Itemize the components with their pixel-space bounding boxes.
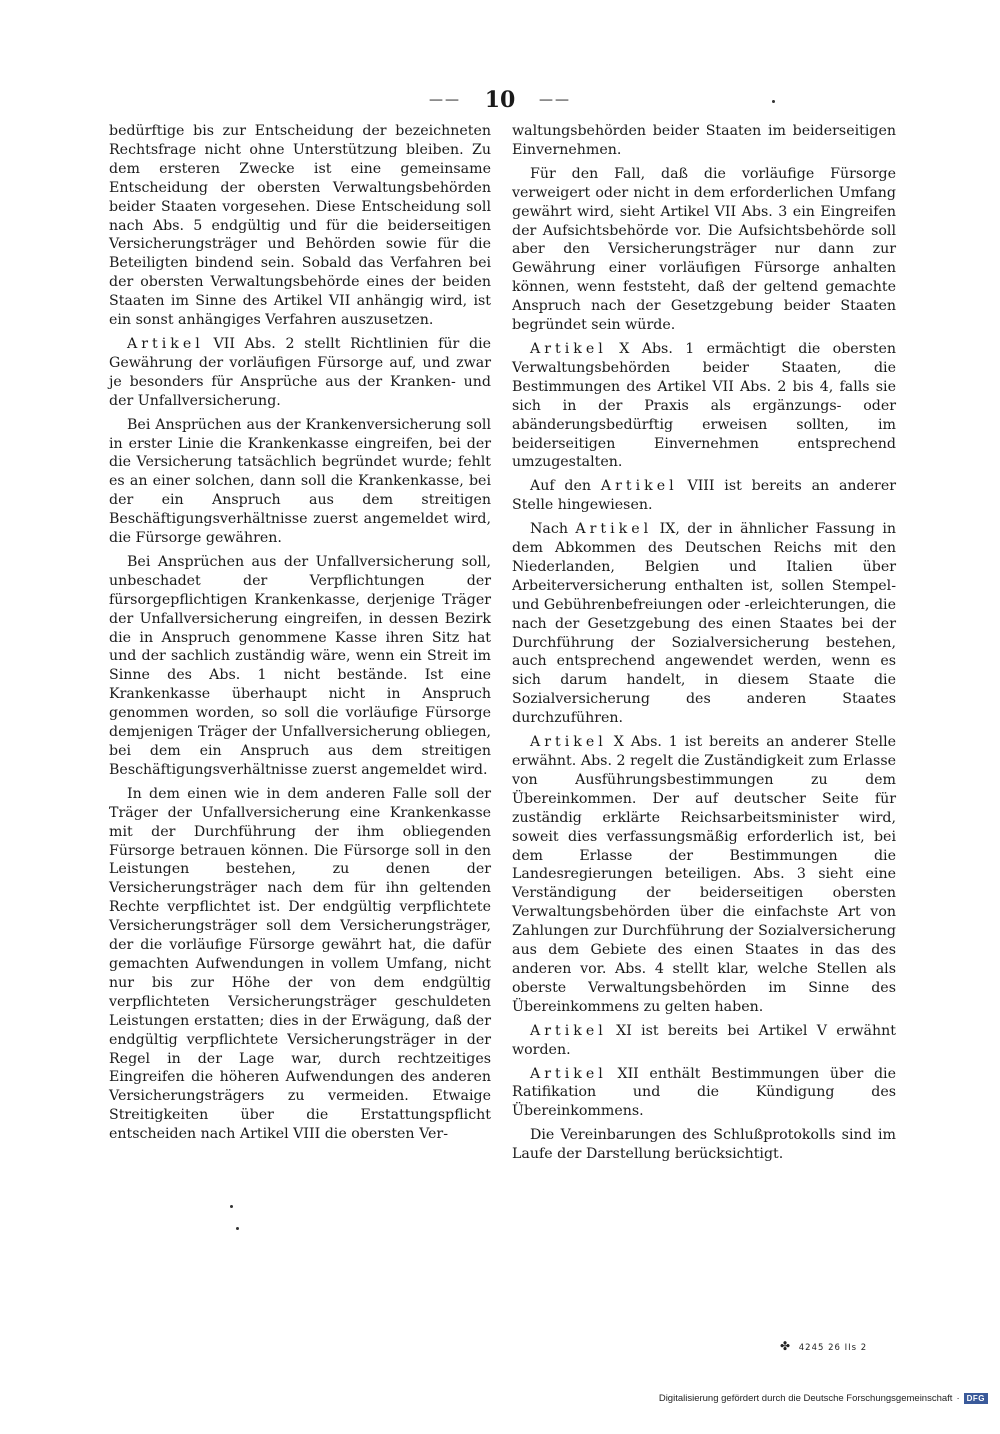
header-dash-right: —— [538, 92, 571, 108]
page-header [0, 86, 1000, 118]
paragraph: In dem einen wie in dem anderen Falle soll der Träger der Unfallversicherung eine Krankenkasse mit der Durchführung der ihm obliegenden Fürsorge betrauen können. Die Fürsorge soll in den Leistungen bestehen, zu denen der Versicherungsträger nach dem für ihn geltenden Rechte verpflichtet ist. Der endgültig verpflichtete Versicherungsträger soll dem Versicherungsträger, der die vorläufige Fürsorge gewährt hat, die dafür gemachten Aufwendungen in vollem Umfang, nicht nur bis zur Höhe der von dem endgültig verpflichteten Versicherungsträger geschuldeten Leistungen erstatten; dies in der Erwägung, daß der endgültig verpflichtete Versicherungsträger in der Regel in der Lage war, durch rechtzeitiges Eingreifen die höheren Aufwendungen des anderen Versicherungsträgers zu vermeiden. Etwaige Streitigkeiten über die Erstattungspflicht entscheiden nach Artikel VIII die obersten Ver- [109, 785, 491, 1143]
left-column [109, 122, 491, 1149]
paragraph: Nach Artikel IX, der in ähnlicher Fassung in dem Abkommen des Deutschen Reichs mit den Niederlanden, Belgien und Italien über Arbeiterversicherung enthalten ist, sollen Stempel- und Gebührenbefreiungen oder -erleichterungen, die nach der Gesetzgebung des einen Staates bei der Durchführung der Sozialversicherung bestehen, auch entsprechend angewendet werden, wenn es sich darum handelt, in diesem Staate die Sozialversicherung des anderen Staates durchzuführen. [512, 521, 896, 727]
stray-mark [230, 1205, 233, 1208]
header-dash-left: —— [429, 92, 462, 108]
printer-mark-text: 4245 26 IIs 2 [798, 1343, 868, 1353]
article-heading: Artikel [530, 1022, 607, 1039]
stray-mark [236, 1227, 239, 1230]
printer-symbol-icon: ✤ [780, 1339, 792, 1353]
paragraph: Die Vereinbarungen des Schlußprotokolls sind im Laufe der Darstellung berücksichtigt. [512, 1127, 896, 1163]
paragraph: Bei Ansprüchen aus der Unfallversicherung soll, unbeschadet der Verpflichtungen der fürsorgepflichtigen Krankenkasse, derjenige Träger der Unfallversicherung eingreifen, in dessen Bezirk die in Anspruch genommene Kasse ihren Sitz hat und der sachlich zuständig wäre, wenn ein Streit im Sinne des Abs. 1 nicht bestände. Ist eine Krankenkasse überhaupt nicht in Anspruch genommen worden, so soll die vorläufige Fürsorge demjenigen Träger der Unfallversicherung obliegen, bei dem ein Anspruch aus dem streitigen Beschäftigungsverhältnisse zuerst angemeldet wird. [109, 553, 491, 778]
paragraph: Auf den Artikel VIII ist bereits an anderer Stelle hingewiesen. [512, 478, 896, 514]
article-heading: Artikel [530, 734, 607, 751]
paragraph: Artikel X Abs. 1 ist bereits an anderer Stelle erwähnt. Abs. 2 regelt die Zuständigkeit zum Erlasse von Ausführungsbestimmungen zu dem Übereinkommen. Der auf deutscher Seite für zuständig erklärte Reichsarbeitsminister wird, soweit dies verfassungsmäßig erforderlich ist, bei dem Erlasse der Bestimmungen die Landesregierungen beteiligen. Abs. 3 sieht eine Verständigung der beiderseitigen obersten Verwaltungsbehörden über die einfachste Art von Zahlungen zur Durchführung der Sozialversicherung aus dem Gebiete des einen Staates in das des anderen vor. Abs. 4 stellt klar, welche Stellen als oberste Verwaltungsbehörden im Sinne des Übereinkommens zu gelten haben. [512, 734, 896, 1015]
right-column [512, 122, 896, 1169]
footer-separator: · [956, 1393, 960, 1404]
dfg-logo-icon: DFG [964, 1393, 988, 1404]
paragraph: Bei Ansprüchen aus der Krankenversicherung soll in erster Linie die Krankenkasse eingreifen, bei der die Versicherung tatsächlich begründet wurde; fehlt es an einer solchen, dann soll die Krankenkasse, bei der ein Anspruch aus dem streitigen Beschäftigungsverhältnisse zuerst angemeldet wird, die Fürsorge gewähren. [109, 416, 491, 547]
article-heading: Artikel [575, 521, 653, 538]
paragraph: waltungsbehörden beider Staaten im beiderseitigen Einvernehmen. [512, 123, 896, 158]
paragraph: Artikel XII enthält Bestimmungen über die Ratifikation und die Kündigung des Übereinkommens. [512, 1065, 896, 1120]
paragraph: Artikel XI ist bereits bei Artikel V erwähnt worden. [512, 1022, 896, 1058]
digitization-footer [659, 1393, 988, 1404]
stray-mark [772, 100, 775, 103]
paragraph: Artikel X Abs. 1 ermächtigt die obersten Verwaltungsbehörden beider Staaten, die Bestimmungen des Artikel VII Abs. 2 bis 4, falls sie sich in der Praxis als ergänzungs- oder abänderungsbedürftig erweisen sollten, im beiderseitigen Einvernehmen entsprechend umzugestalten. [512, 340, 896, 471]
paragraph: Für den Fall, daß die vorläufige Fürsorge verweigert oder nicht in dem erforderlichen Umfang gewährt wird, sieht Artikel VII Abs. 3 ein Eingreifen der Aufsichtsbehörde vor. Die Aufsichtsbehörde soll aber den Versicherungsträger nur dann zur Gewährung einer vorläufigen Fürsorge anhalten können, wenn feststeht, daß der geltend gemachte Anspruch nach der Gesetzgebung beider Staaten begründet sein würde. [512, 165, 896, 334]
paragraph: bedürftige bis zur Entscheidung der bezeichneten Rechtsfrage nicht ohne Unterstützung bleiben. Zu dem ersteren Zwecke ist eine gemeinsame Entscheidung der obersten Verwaltungsbehörden beider Staaten vorgesehen. Diese Entscheidung soll nach Abs. 5 endgültig und für die beiderseitigen Versicherungsträger und Behörden sowie für die Beteiligten bindend sein. Sobald das Verfahren bei der obersten Verwaltungsbehörde eines der beiden Staaten im Sinne des Artikel VII anhängig wird, ist ein sonst anhängiges Verfahren auszusetzen. [109, 123, 491, 329]
page-number: 10 [484, 87, 516, 113]
article-heading: Artikel [600, 478, 678, 495]
footer-text: Digitalisierung gefördert durch die Deutsche Forschungsgemeinschaft [658, 1393, 953, 1404]
article-heading: Artikel [530, 1065, 607, 1082]
printer-mark [780, 1339, 867, 1353]
article-heading: Artikel [530, 340, 607, 357]
paragraph: Artikel VII Abs. 2 stellt Richtlinien für die Gewährung der vorläufigen Fürsorge auf, und zwar je besonders für Ansprüche aus der Kranken- und der Unfallversicherung. [109, 335, 491, 409]
article-heading: Artikel [127, 335, 204, 352]
